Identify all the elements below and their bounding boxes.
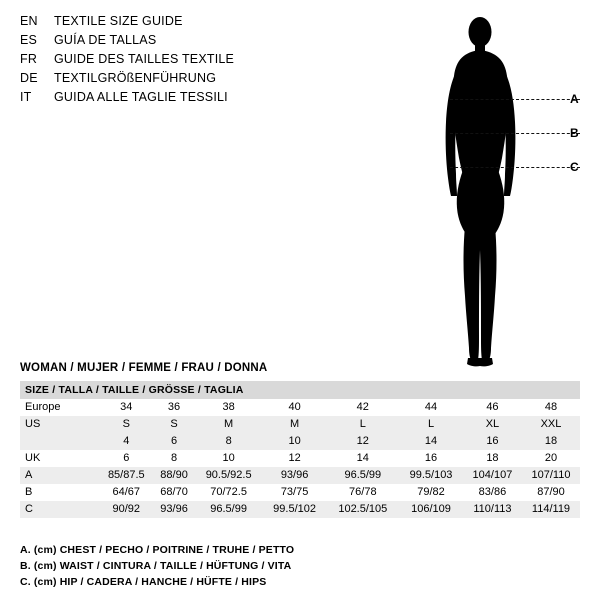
measure-line-hip bbox=[450, 167, 580, 168]
cell: 4 bbox=[99, 433, 154, 450]
language-title: TEXTILE SIZE GUIDE bbox=[54, 14, 183, 28]
cell: 12 bbox=[263, 450, 327, 467]
cell: 6 bbox=[154, 433, 195, 450]
note-waist: B. (cm) WAIST / CINTURA / TAILLE / HÜFTUNG / VITA bbox=[20, 560, 292, 572]
female-body-silhouette-icon bbox=[430, 10, 590, 370]
cell: 83/86 bbox=[463, 484, 522, 501]
language-heading-block bbox=[20, 14, 350, 109]
language-code: FR bbox=[20, 52, 38, 66]
cell: 90.5/92.5 bbox=[195, 467, 263, 484]
cell: 85/87.5 bbox=[99, 467, 154, 484]
cell: 18 bbox=[522, 433, 580, 450]
cell: 106/109 bbox=[399, 501, 463, 518]
figure-diagram bbox=[430, 10, 590, 370]
cell: 6 bbox=[99, 450, 154, 467]
cell: 44 bbox=[399, 399, 463, 416]
table-header-label: SIZE / TALLA / TAILLE / GRÖSSE / TAGLIA bbox=[20, 381, 580, 399]
row-label: A bbox=[20, 467, 99, 484]
cell: 36 bbox=[154, 399, 195, 416]
cell: XL bbox=[463, 416, 522, 433]
cell: 110/113 bbox=[463, 501, 522, 518]
row-label: Europe bbox=[20, 399, 99, 416]
measure-line-chest bbox=[450, 99, 580, 100]
cell: 12 bbox=[326, 433, 399, 450]
table-row bbox=[20, 416, 580, 433]
language-row bbox=[20, 90, 350, 109]
language-title: GUIDE DES TAILLES TEXTILE bbox=[54, 52, 235, 66]
cell: 76/78 bbox=[326, 484, 399, 501]
cell: 14 bbox=[399, 433, 463, 450]
size-table bbox=[20, 381, 580, 518]
cell: 8 bbox=[154, 450, 195, 467]
table-header-row bbox=[20, 381, 580, 399]
table-row bbox=[20, 467, 580, 484]
cell: 73/75 bbox=[263, 484, 327, 501]
language-code: DE bbox=[20, 71, 38, 85]
cell: 10 bbox=[195, 450, 263, 467]
row-label bbox=[20, 433, 99, 450]
language-row bbox=[20, 52, 350, 71]
note-chest: A. (cm) CHEST / PECHO / POITRINE / TRUHE / PETTO bbox=[20, 544, 295, 556]
cell: 64/67 bbox=[99, 484, 154, 501]
cell: XXL bbox=[522, 416, 580, 433]
cell: 99.5/102 bbox=[263, 501, 327, 518]
measure-line-waist bbox=[450, 133, 580, 134]
language-title: GUIDA ALLE TAGLIE TESSILI bbox=[54, 90, 228, 104]
cell: 87/90 bbox=[522, 484, 580, 501]
cell: L bbox=[326, 416, 399, 433]
row-label: UK bbox=[20, 450, 99, 467]
cell: S bbox=[154, 416, 195, 433]
row-label: US bbox=[20, 416, 99, 433]
language-row bbox=[20, 14, 350, 33]
cell: 107/110 bbox=[522, 467, 580, 484]
cell: 70/72.5 bbox=[195, 484, 263, 501]
cell: 34 bbox=[99, 399, 154, 416]
cell: 40 bbox=[263, 399, 327, 416]
cell: 20 bbox=[522, 450, 580, 467]
cell: S bbox=[99, 416, 154, 433]
cell: 102.5/105 bbox=[326, 501, 399, 518]
cell: L bbox=[399, 416, 463, 433]
measure-label-a: A bbox=[570, 92, 579, 106]
cell: 42 bbox=[326, 399, 399, 416]
cell: 68/70 bbox=[154, 484, 195, 501]
cell: 16 bbox=[463, 433, 522, 450]
cell: 48 bbox=[522, 399, 580, 416]
cell: 38 bbox=[195, 399, 263, 416]
table-row bbox=[20, 433, 580, 450]
cell: 93/96 bbox=[263, 467, 327, 484]
language-code: IT bbox=[20, 90, 32, 104]
language-code: EN bbox=[20, 14, 38, 28]
cell: 14 bbox=[326, 450, 399, 467]
language-title: GUÍA DE TALLAS bbox=[54, 33, 157, 47]
measurement-notes bbox=[20, 542, 580, 590]
language-code: ES bbox=[20, 33, 38, 47]
cell: 18 bbox=[463, 450, 522, 467]
cell: 104/107 bbox=[463, 467, 522, 484]
size-table-wrapper bbox=[20, 381, 580, 518]
cell: 79/82 bbox=[399, 484, 463, 501]
table-row bbox=[20, 484, 580, 501]
cell: M bbox=[263, 416, 327, 433]
language-row bbox=[20, 71, 350, 90]
cell: 46 bbox=[463, 399, 522, 416]
cell: 96.5/99 bbox=[195, 501, 263, 518]
note-hip: C. (cm) HIP / CADERA / HANCHE / HÜFTE / HIPS bbox=[20, 576, 267, 588]
section-heading-woman: WOMAN / MUJER / FEMME / FRAU / DONNA bbox=[20, 362, 268, 374]
measure-label-c: C bbox=[570, 160, 579, 174]
cell: 16 bbox=[399, 450, 463, 467]
cell: 96.5/99 bbox=[326, 467, 399, 484]
cell: 114/119 bbox=[522, 501, 580, 518]
table-row bbox=[20, 501, 580, 518]
table-row bbox=[20, 450, 580, 467]
cell: 88/90 bbox=[154, 467, 195, 484]
cell: 93/96 bbox=[154, 501, 195, 518]
cell: 99.5/103 bbox=[399, 467, 463, 484]
cell: M bbox=[195, 416, 263, 433]
cell: 90/92 bbox=[99, 501, 154, 518]
language-row bbox=[20, 33, 350, 52]
table-row bbox=[20, 399, 580, 416]
cell: 8 bbox=[195, 433, 263, 450]
cell: 10 bbox=[263, 433, 327, 450]
measure-label-b: B bbox=[570, 126, 579, 140]
language-title: TEXTILGRÖßENFÜHRUNG bbox=[54, 71, 217, 85]
row-label: B bbox=[20, 484, 99, 501]
row-label: C bbox=[20, 501, 99, 518]
